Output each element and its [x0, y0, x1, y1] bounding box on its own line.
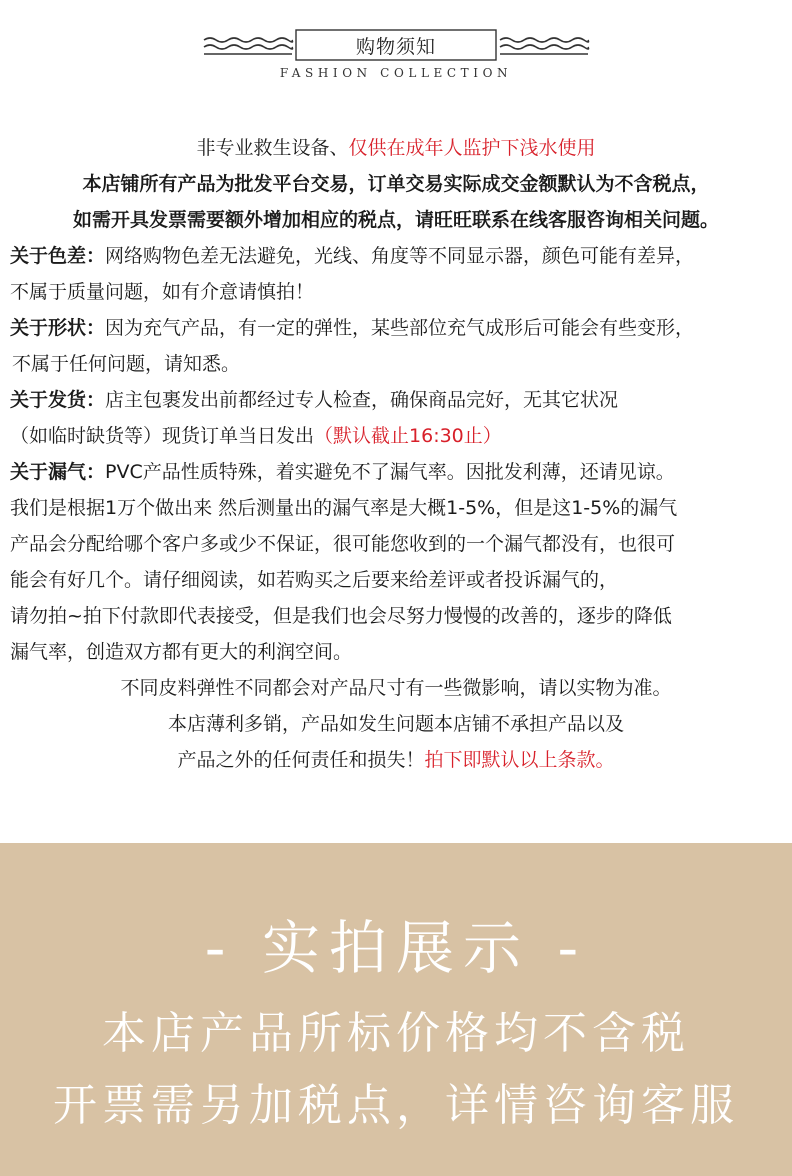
shipping-cont: （如临时缺货等）现货订单当日发出	[10, 425, 315, 447]
shape-item	[0, 310, 792, 346]
color-diff-text: 网络购物色差无法避免，光线、角度等不同显示器，颜色可能有差异，	[105, 245, 695, 267]
leak-line-4: 请勿拍~拍下付款即代表接受，但是我们也会尽努力慢慢的改善的，逐步的降低	[10, 605, 672, 627]
intro-text: 非专业救生设备、	[196, 137, 349, 159]
closing-line-2: 本店薄利多销，产品如发生问题本店铺不承担产品以及	[167, 713, 624, 735]
shipping-text: 店主包裹发出前都经过专人检查，确保商品完好，无其它状况	[105, 389, 619, 411]
purchase-notice	[0, 130, 792, 778]
shipping-cont-line	[0, 418, 792, 454]
header-banner	[0, 18, 792, 88]
shipping-item	[0, 382, 792, 418]
page-subtitle: FASHION COLLECTION	[279, 66, 513, 80]
leak-line-5: 漏气率，创造双方都有更大的利润空间。	[10, 641, 353, 663]
showcase-title: - 实拍展示 -	[204, 914, 588, 982]
leak-line-1: 我们是根据1万个做出来 然后测量出的漏气率是大概1-5%，但是这1-5%的漏气	[10, 497, 678, 519]
color-diff-cont: 不属于质量问题，如有介意请慎拍！	[10, 281, 315, 303]
page-title: 购物须知	[355, 35, 436, 58]
closing-final	[0, 742, 792, 778]
photo-showcase-banner	[0, 843, 792, 1176]
closing-line-1: 不同皮料弹性不同都会对产品尺寸有一些微影响，请以实物为准。	[120, 677, 672, 699]
shipping-label: 关于发货：	[10, 389, 106, 411]
final-terms: 拍下即默认以上条款。	[424, 749, 615, 771]
notice-intro	[0, 130, 792, 166]
leak-item	[0, 454, 792, 490]
shape-label: 关于形状：	[10, 317, 106, 339]
wholesale-line-2: 如需开具发票需要额外增加相应的税点，请旺旺联系在线客服咨询相关问题。	[72, 209, 719, 231]
color-diff-item	[0, 238, 792, 274]
leak-text: PVC产品性质特殊，着实避免不了漏气率。因批发利薄，还请见谅。	[105, 461, 675, 483]
final-text: 产品之外的任何责任和损失！	[177, 749, 425, 771]
leak-label: 关于漏气：	[10, 461, 106, 483]
shipping-cutoff: （默认截止16:30止）	[314, 425, 502, 447]
shape-text: 因为充气产品，有一定的弹性，某些部位充气成形后可能会有些变形，	[105, 317, 695, 339]
shape-cont: 不属于任何问题，请知悉。	[12, 353, 241, 375]
wholesale-line-1: 本店铺所有产品为批发平台交易，订单交易实际成交金额默认为不含税点，	[82, 173, 710, 195]
leak-line-3: 能会有好几个。请仔细阅读，如若购买之后要来给差评或者投诉漏气的，	[10, 569, 619, 591]
color-diff-label: 关于色差：	[10, 245, 106, 267]
intro-warning: 仅供在成年人监护下浅水使用	[348, 137, 596, 159]
tax-notice-line-2: 开票需另加税点，详情咨询客服	[53, 1080, 739, 1131]
leak-line-2: 产品会分配给哪个客户多或少不保证，很可能您收到的一个漏气都没有，也很可	[10, 533, 676, 555]
tax-notice-line-1: 本店产品所标价格均不含税	[102, 1008, 690, 1059]
